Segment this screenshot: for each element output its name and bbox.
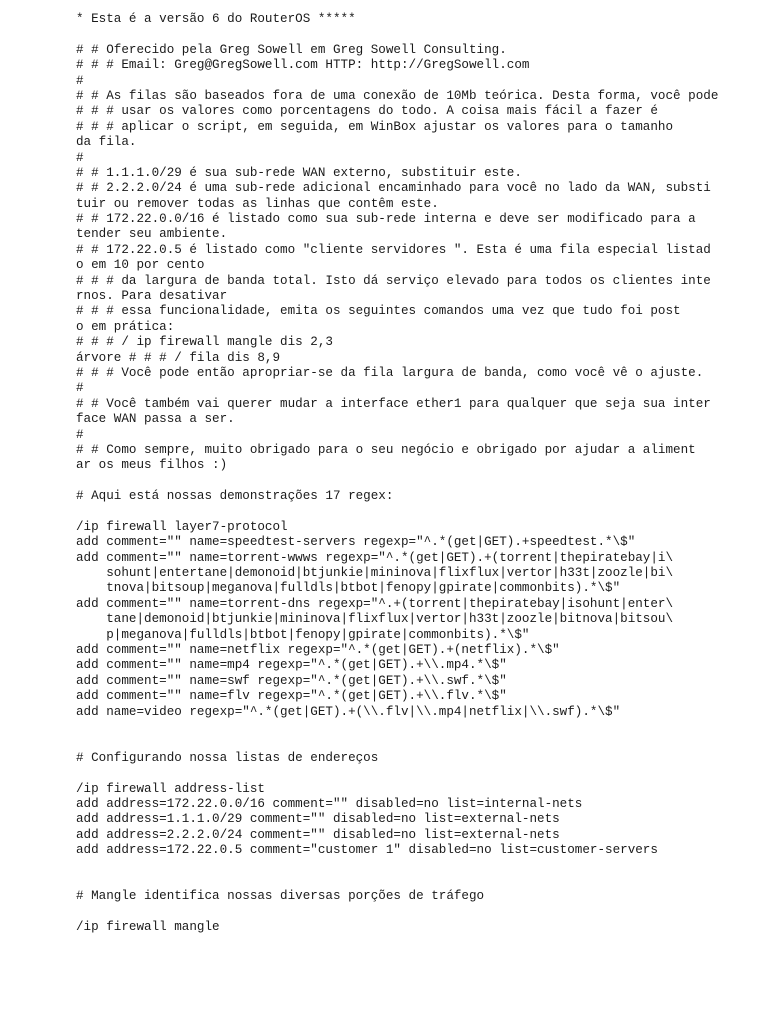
text-line: add name=video regexp="^.*(get|GET).+(\\.flv|\\.mp4|netflix|\\.swf).*\$" <box>76 704 621 719</box>
text-line: # <box>76 73 84 88</box>
text-line: add comment="" name=torrent-wwws regexp="^.*(get|GET).+(torrent|thepiratebay|i\ <box>76 550 674 565</box>
text-line: add address=2.2.2.0/24 comment="" disabled=no list=external-nets <box>76 827 560 842</box>
text-line: # <box>76 427 84 442</box>
text-line <box>76 874 768 889</box>
text-line: add comment="" name=flv regexp="^.*(get|GET).+\\.flv.*\$" <box>76 689 507 704</box>
text-line: add comment="" name=speedtest-servers regexp="^.*(get|GET).+speedtest.*\$" <box>76 535 636 550</box>
text-line: # # 2.2.2.0/24 é uma sub-rede adicional encaminhado para você no lado da WAN, substi <box>76 181 711 196</box>
text-line: # Mangle identifica nossas diversas porções de tráfego <box>76 889 485 904</box>
text-line: # # 172.22.0.0/16 é listado como sua sub-rede interna e deve ser modificado para a <box>76 212 696 227</box>
text-line: tnova|bitsoup|meganova|fulldls|btbot|fenopy|gpirate|commonbits).*\$" <box>76 581 621 596</box>
text-line <box>76 27 768 42</box>
text-line: # # # aplicar o script, em seguida, em WinBox ajustar os valores para o tamanho <box>76 119 674 134</box>
text-line: # # # da largura de banda total. Isto dá serviço elevado para todos os clientes inte <box>76 273 711 288</box>
text-line: # <box>76 150 84 165</box>
text-line: /ip firewall layer7-protocol <box>76 519 288 534</box>
text-line: tane|demonoid|btjunkie|mininova|flixflux|vertor|h33t|zoozle|bitnova|bitsou\ <box>76 612 674 627</box>
text-line: add address=172.22.0.5 comment="customer 1" disabled=no list=customer-servers <box>76 843 658 858</box>
text-line: # # Você também vai querer mudar a interface ether1 para qualquer que seja sua inter <box>76 396 711 411</box>
text-line: # # 1.1.1.0/29 é sua sub-rede WAN externo, substituir este. <box>76 165 522 180</box>
text-line: # # # / ip firewall mangle dis 2,3 <box>76 335 333 350</box>
text-line: ar os meus filhos :) <box>76 458 228 473</box>
text-line: # # # essa funcionalidade, emita os seguintes comandos uma vez que tudo foi post <box>76 304 681 319</box>
text-line <box>76 505 768 520</box>
text-line <box>76 905 768 920</box>
text-line: # Aqui está nossas demonstrações 17 regex: <box>76 489 394 504</box>
text-line: add comment="" name=mp4 regexp="^.*(get|GET).+\\.mp4.*\$" <box>76 658 507 673</box>
text-line: add comment="" name=torrent-dns regexp="^.+(torrent|thepiratebay|isohunt|enter\ <box>76 596 674 611</box>
text-line: sohunt|entertane|demonoid|btjunkie|mininova|flixflux|vertor|h33t|zoozle|bi\ <box>76 566 674 581</box>
text-line: * Esta é a versão 6 do RouterOS ***** <box>76 12 356 26</box>
text-line: add comment="" name=netflix regexp="^.*(get|GET).+(netflix).*\$" <box>76 643 560 658</box>
text-line <box>76 474 768 489</box>
text-line: # # 172.22.0.5 é listado como "cliente servidores ". Esta é uma fila especial listad <box>76 242 711 257</box>
text-line: # # Oferecido pela Greg Sowell em Greg Sowell Consulting. <box>76 42 507 57</box>
text-line: o em 10 por cento <box>76 258 205 273</box>
text-line: # Configurando nossa listas de endereços <box>76 750 379 765</box>
text-line: # # Como sempre, muito obrigado para o seu negócio e obrigado por ajudar a aliment <box>76 442 696 457</box>
text-line: o em prática: <box>76 319 175 334</box>
text-line <box>76 735 768 750</box>
text-line <box>76 720 768 735</box>
text-line: # <box>76 381 84 396</box>
text-line: árvore # # # / fila dis 8,9 <box>76 350 281 365</box>
text-line <box>76 858 768 873</box>
text-line: # # # usar os valores como porcentagens do todo. A coisa mais fácil a fazer é <box>76 104 658 119</box>
script-text-body <box>76 12 768 935</box>
text-line: add address=1.1.1.0/29 comment="" disabled=no list=external-nets <box>76 812 560 827</box>
text-line: tuir ou remover todas as linhas que contêm este. <box>76 196 439 211</box>
text-line: p|meganova|fulldls|btbot|fenopy|gpirate|commonbits).*\$" <box>76 627 530 642</box>
text-line: # # # Email: Greg@GregSowell.com HTTP: http://GregSowell.com <box>76 58 530 73</box>
text-line: /ip firewall mangle <box>76 920 220 935</box>
text-line: add address=172.22.0.0/16 comment="" disabled=no list=internal-nets <box>76 796 583 811</box>
text-line: face WAN passa a ser. <box>76 412 235 427</box>
text-line: add comment="" name=swf regexp="^.*(get|GET).+\\.swf.*\$" <box>76 673 507 688</box>
text-line: # # As filas são baseados fora de uma conexão de 10Mb teórica. Desta forma, você pode <box>76 88 719 103</box>
text-line: rnos. Para desativar <box>76 289 228 304</box>
text-line: /ip firewall address-list <box>76 781 265 796</box>
text-line <box>76 766 768 781</box>
text-line: # # # Você pode então apropriar-se da fila largura de banda, como você vê o ajuste. <box>76 365 704 380</box>
text-line: da fila. <box>76 135 137 150</box>
text-line: tender seu ambiente. <box>76 227 228 242</box>
